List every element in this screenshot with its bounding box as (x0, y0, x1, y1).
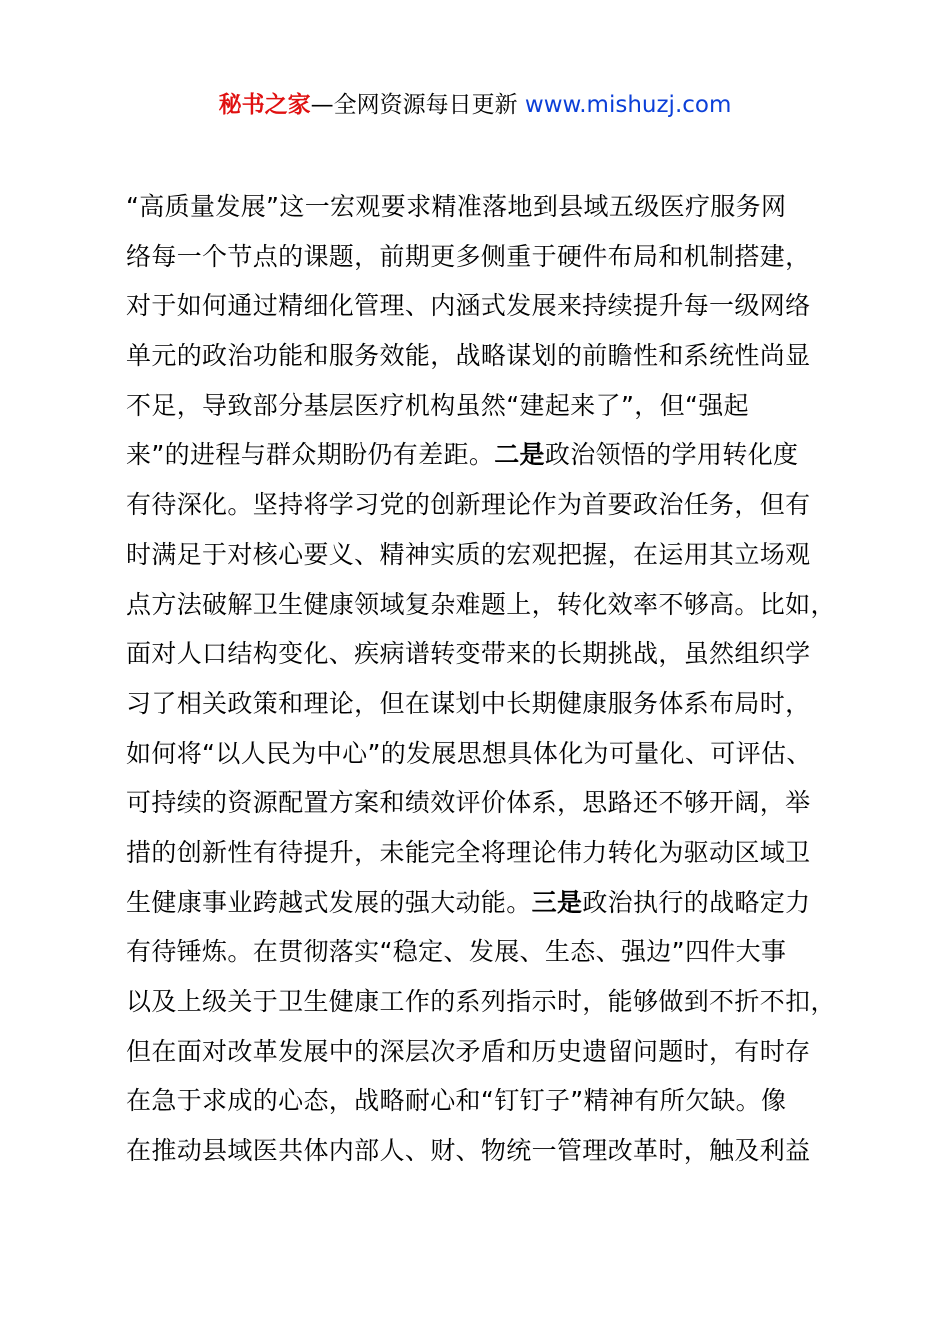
header-tagline: —全网资源每日更新 (310, 92, 518, 118)
paragraph-line (126, 580, 846, 630)
paragraph-line (126, 232, 846, 282)
paragraph-line (126, 281, 846, 331)
paragraph-line (126, 331, 846, 381)
text-segment: 来”的进程与群众期盼仍有差距。 (126, 440, 495, 470)
document-body (126, 182, 846, 1176)
paragraph-line (126, 778, 846, 828)
text-segment: 对于如何通过精细化管理、内涵式发展来持续提升每一级网络 (126, 291, 811, 321)
text-segment: 有待锤炼。在贯彻落实“稳定、发展、生态、强边”四件大事 (126, 937, 787, 967)
text-segment: 政治执行的战略定力 (582, 887, 811, 917)
paragraph-line (126, 1126, 846, 1176)
site-url-link[interactable]: www.mishuzj.com (524, 92, 732, 118)
text-segment: 生健康事业跨越式发展的强大动能。 (126, 887, 532, 917)
text-segment: 在急于求成的心态，战略耐心和“钉钉子”精神有所欠缺。像 (126, 1086, 787, 1116)
paragraph-line (126, 828, 846, 878)
text-segment: 措的创新性有待提升，未能完全将理论伟力转化为驱动区域卫 (126, 837, 811, 867)
paragraph-line (126, 927, 846, 977)
bold-lead-phrase: 三是 (531, 887, 583, 917)
paragraph-line (126, 1027, 846, 1077)
brand-name: 秘书之家 (218, 92, 311, 118)
text-segment: 可持续的资源配置方案和绩效评价体系，思路还不够开阔，举 (126, 788, 811, 818)
text-segment: 时满足于对核心要义、精神实质的宏观把握，在运用其立场观 (126, 539, 811, 569)
page-header (0, 88, 950, 122)
paragraph-line (126, 729, 846, 779)
paragraph-line (126, 977, 846, 1027)
text-segment: 面对人口结构变化、疾病谱转变带来的长期挑战，虽然组织学 (126, 639, 811, 669)
paragraph-line (126, 1076, 846, 1126)
paragraph-line (126, 182, 846, 232)
text-segment: 习了相关政策和理论，但在谋划中长期健康服务体系布局时， (126, 688, 811, 718)
text-segment: 点方法破解卫生健康领域复杂难题上，转化效率不够高。比如， (126, 589, 836, 619)
text-segment: 有待深化。坚持将学习党的创新理论作为首要政治任务，但有 (126, 490, 811, 520)
paragraph-line (126, 629, 846, 679)
text-segment: 但在面对改革发展中的深层次矛盾和历史遗留问题时，有时存 (126, 1036, 811, 1066)
paragraph-line (126, 381, 846, 431)
text-segment: 络每一个节点的课题，前期更多侧重于硬件布局和机制搭建， (126, 241, 811, 271)
text-segment: 如何将“以人民为中心”的发展思想具体化为可量化、可评估、 (126, 738, 812, 768)
text-segment: “高质量发展”这一宏观要求精准落地到县域五级医疗服务网 (126, 192, 787, 221)
bold-lead-phrase: 二是 (494, 440, 545, 470)
text-segment: 以及上级关于卫生健康工作的系列指示时，能够做到不折不扣， (126, 987, 836, 1016)
paragraph-line (126, 480, 846, 530)
paragraph-line (126, 530, 846, 580)
paragraph-line (126, 679, 846, 729)
paragraph-line (126, 878, 846, 928)
paragraph-line (126, 430, 846, 480)
text-segment: 不足，导致部分基层医疗机构虽然“建起来了”，但“强起 (126, 390, 749, 420)
text-segment: 在推动县域医共体内部人、财、物统一管理改革时，触及利益 (126, 1136, 811, 1166)
text-segment: 政治领悟的学用转化度 (544, 440, 799, 470)
text-segment: 单元的政治功能和服务效能，战略谋划的前瞻性和系统性尚显 (126, 341, 811, 371)
